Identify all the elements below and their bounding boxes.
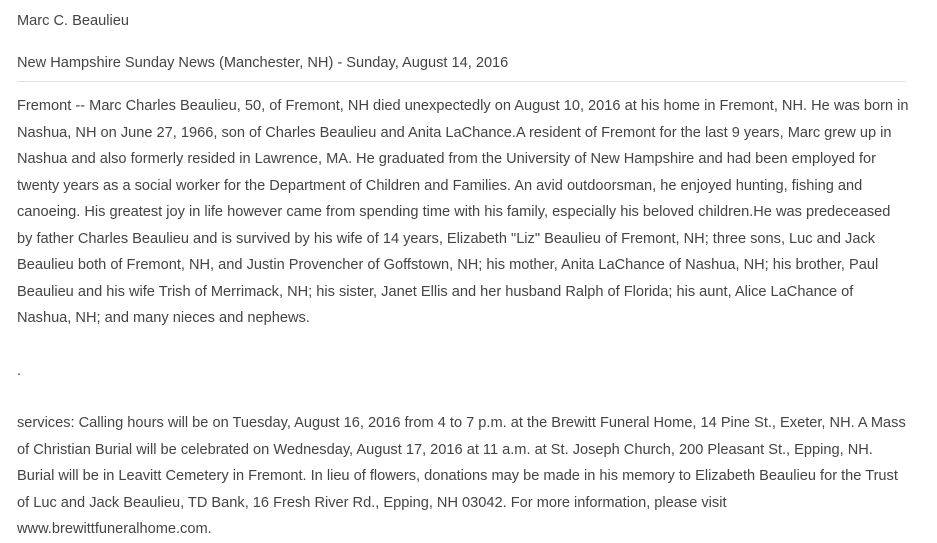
obituary-name: Marc C. Beaulieu	[17, 13, 129, 29]
services-paragraph: services: Calling hours will be on Tuesday, August 16, 2016 from 4 to 7 p.m. at the Brewitt Funeral Home, 14 Pine St., Exeter, NH. A Mass of Christian Burial will be celebrated on Wednesday, August 17, 2016 at 11 a.m. at St. Joseph Church, 200 Pleasant St., Epping, NH. Burial will be in Leavitt Cemetery in Fremont. In lieu of flowers, donations may be made in his memory to Elizabeth Beaulieu for the Trust of Luc and Jack Beaulieu, TD Bank, 16 Fresh River Rd., Epping, NH 03042. For more information, please visit www.brewittfuneralhome.com.	[17, 415, 906, 537]
obituary-main-paragraph: Fremont -- Marc Charles Beaulieu, 50, of Fremont, NH died unexpectedly on August 10, 2016 at his home in Fremont, NH. He was born in Nashua, NH on June 27, 1966, son of Charles Beaulieu and Anita LaChance.A resident of Fremont for the last 9 years, Marc grew up in Nashua and also formerly resided in Lawrence, MA. He graduated from the University of New Hampshire and had been employed for twenty years as a social worker for the Department of Children and Families. An avid outdoorsman, he enjoyed hunting, fishing and canoeing. His greatest joy in life however came from spending time with his family, especially his beloved children.He was predeceased by father Charles Beaulieu and is survived by his wife of 14 years, Elizabeth "Liz" Beaulieu of Fremont, NH; three sons, Luc and Jack Beaulieu both of Fremont, NH, and Justin Provencher of Goffstown, NH; his mother, Anita LaChance of Nashua, NH; his brother, Paul Beaulieu and his wife Trish of Merrimack, NH; his sister, Janet Ellis and her husband Ralph of Florida; his aunt, Alice LaChance of Nashua, NH; and many nieces and nephews.	[17, 98, 909, 326]
header-divider	[17, 81, 906, 82]
publication-source-line: New Hampshire Sunday News (Manchester, NH) - Sunday, August 14, 2016	[17, 55, 509, 71]
paragraph-separator: .	[17, 363, 22, 379]
